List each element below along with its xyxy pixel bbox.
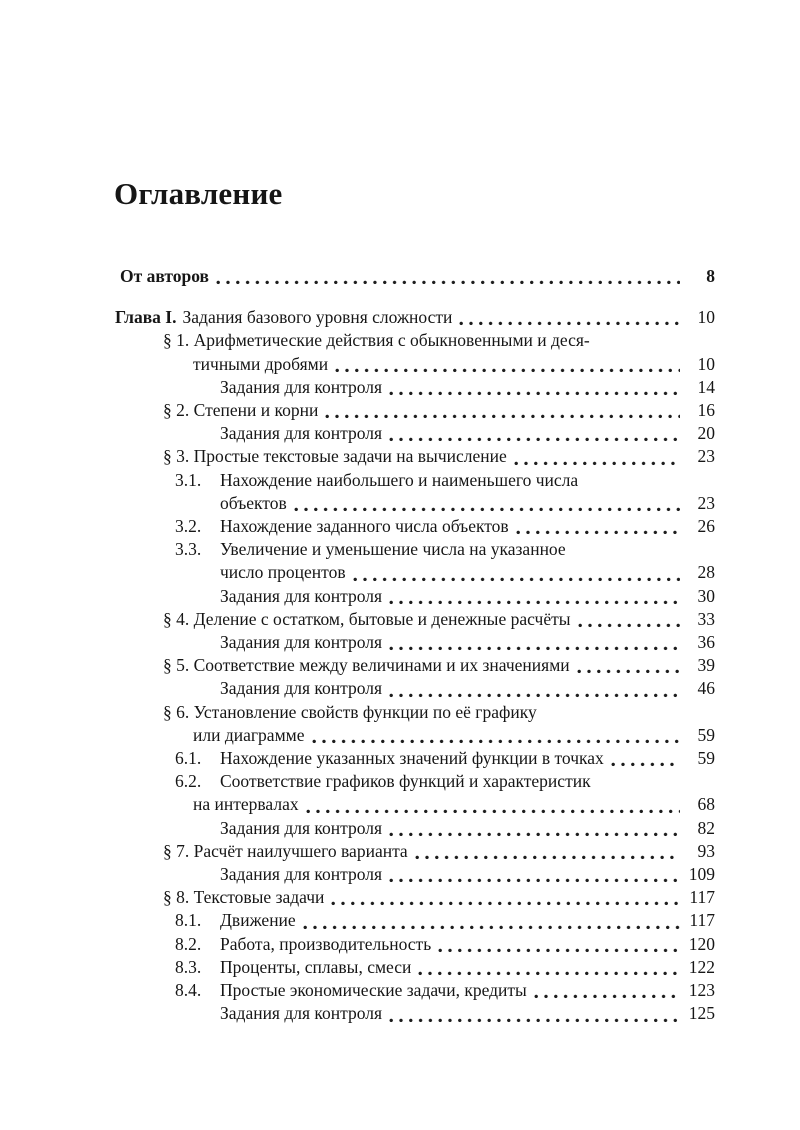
toc-line [115, 1002, 715, 1025]
entry-title: § 2. Степени и корни [163, 400, 319, 421]
entry-title: От авторов [120, 266, 209, 286]
entry-title: Задания для контроля [220, 376, 383, 397]
entry-title: Движение [220, 910, 296, 931]
entry-title: Нахождение указанных значений функции в точках [220, 748, 604, 769]
entry-title: Задания базового уровня сложности [182, 307, 453, 328]
toc-line [115, 724, 715, 747]
dot-leader [306, 809, 680, 814]
page-number: 8 [706, 266, 715, 286]
dot-leader [389, 437, 680, 442]
toc-line [115, 933, 715, 956]
entry-title: Задания для контроля [220, 1003, 383, 1024]
dot-leader [389, 600, 680, 605]
entry-title: на интервалах [193, 794, 299, 815]
page-number: 109 [688, 864, 715, 885]
entry-title: § 3. Простые текстовые задачи на вычисление [163, 446, 507, 467]
entry-title: Простые экономические задачи, кредиты [220, 980, 527, 1001]
section-number: 3.3. [175, 539, 202, 560]
toc-line [115, 608, 715, 631]
entry-title: объектов [220, 492, 287, 513]
dot-leader [389, 1018, 680, 1023]
page-number: 122 [688, 956, 715, 977]
page-number: 59 [697, 748, 715, 769]
dot-leader [516, 530, 680, 535]
page-number: 26 [697, 516, 715, 537]
dot-leader [438, 948, 680, 953]
toc-line [115, 515, 715, 538]
page-number: 28 [697, 562, 715, 583]
page-number: 36 [697, 632, 715, 653]
toc-line [115, 329, 715, 352]
toc-line [115, 863, 715, 886]
toc-line [115, 538, 715, 561]
toc-line [115, 353, 715, 376]
page-number: 117 [689, 910, 715, 931]
toc-line [115, 817, 715, 840]
toc-line [115, 654, 715, 677]
page-number: 120 [688, 933, 715, 954]
entry-title: § 4. Деление с остатком, бытовые и денежные расчёты [163, 608, 571, 629]
entry-title: Задания для контроля [220, 864, 383, 885]
entry-title: § 7. Расчёт наилучшего варианта [163, 840, 408, 861]
toc-line [115, 770, 715, 793]
dot-leader [389, 646, 680, 651]
section-number: 3.1. [175, 469, 202, 490]
toc-line [115, 701, 715, 724]
section-number: 8.1. [175, 910, 202, 931]
toc-line [115, 306, 715, 329]
dot-leader [578, 623, 681, 628]
dot-leader [611, 762, 680, 767]
page-number: 117 [689, 887, 715, 908]
dot-leader [514, 461, 680, 466]
dot-leader [312, 739, 681, 744]
toc-line [115, 956, 715, 979]
entry-title: или диаграмме [193, 724, 305, 745]
dot-leader [534, 994, 680, 999]
section-number: 8.4. [175, 980, 202, 1001]
page-number: 16 [697, 400, 715, 421]
dot-leader [389, 878, 680, 883]
toc-line [115, 585, 715, 608]
page-number: 10 [697, 307, 715, 328]
entry-title: Проценты, сплавы, смеси [220, 956, 412, 977]
toc-line [115, 561, 715, 584]
section-number: 8.3. [175, 956, 202, 977]
toc-line [115, 677, 715, 700]
dot-leader [331, 901, 680, 906]
toc-line [115, 631, 715, 654]
toc-line [115, 445, 715, 468]
toc-line [115, 265, 715, 288]
page-number: 93 [697, 840, 715, 861]
entry-title: Задания для контроля [220, 632, 383, 653]
page-number: 33 [697, 608, 715, 629]
page-number: 68 [697, 794, 715, 815]
page-title: Оглавление [114, 176, 283, 211]
entry-title: § 8. Текстовые задачи [163, 887, 325, 908]
entry-title: Задания для контроля [220, 817, 383, 838]
page-number: 123 [688, 980, 715, 1001]
toc-line [115, 399, 715, 422]
dot-leader [459, 321, 680, 326]
toc-line [115, 793, 715, 816]
page-number: 23 [697, 492, 715, 513]
dot-leader [389, 693, 680, 698]
dot-leader [216, 280, 680, 285]
page-number: 125 [688, 1003, 715, 1024]
page-number: 10 [697, 353, 715, 374]
toc-line [115, 840, 715, 863]
dot-leader [389, 391, 680, 396]
page-number: 46 [697, 678, 715, 699]
toc-line [115, 747, 715, 770]
dot-leader [389, 832, 680, 837]
page-number: 30 [697, 585, 715, 606]
page-number: 39 [697, 655, 715, 676]
entry-title: Задания для контроля [220, 678, 383, 699]
chapter-label: Глава I. [115, 307, 177, 328]
entry-title: Нахождение заданного числа объектов [220, 516, 509, 537]
dot-leader [353, 577, 680, 582]
section-number: 6.2. [175, 771, 202, 792]
entry-title: Задания для контроля [220, 585, 383, 606]
toc-line [115, 492, 715, 515]
toc-line [115, 886, 715, 909]
entry-title: Увеличение и уменьшение числа на указанное [220, 539, 566, 560]
table-of-contents [115, 265, 715, 1026]
section-number: 6.1. [175, 748, 202, 769]
entry-title: Работа, производительность [220, 933, 432, 954]
entry-title: Задания для контроля [220, 423, 383, 444]
page-number: 23 [697, 446, 715, 467]
toc-line [115, 376, 715, 399]
section-number: 3.2. [175, 516, 202, 537]
dot-leader [294, 507, 680, 512]
page-number: 20 [697, 423, 715, 444]
entry-title: § 1. Арифметические действия с обыкновенными и деся- [163, 330, 590, 351]
entry-title: § 5. Соответствие между величинами и их значениями [163, 655, 570, 676]
dot-leader [325, 414, 680, 419]
dot-leader [415, 855, 680, 860]
toc-line [115, 422, 715, 445]
dot-leader [418, 971, 680, 976]
dot-leader [303, 925, 680, 930]
entry-title: Нахождение наибольшего и наименьшего числа [220, 469, 579, 490]
page-number: 82 [697, 817, 715, 838]
entry-title: Соответствие графиков функций и характеристик [220, 771, 591, 792]
dot-leader [577, 669, 680, 674]
entry-title: число процентов [220, 562, 346, 583]
entry-title: § 6. Установление свойств функции по её графику [163, 701, 537, 722]
toc-line [115, 979, 715, 1002]
page-number: 14 [697, 376, 715, 397]
toc-line [115, 469, 715, 492]
entry-title: тичными дробями [193, 353, 329, 374]
page-number: 59 [697, 724, 715, 745]
section-number: 8.2. [175, 933, 202, 954]
dot-leader [335, 368, 680, 373]
toc-line [115, 909, 715, 932]
